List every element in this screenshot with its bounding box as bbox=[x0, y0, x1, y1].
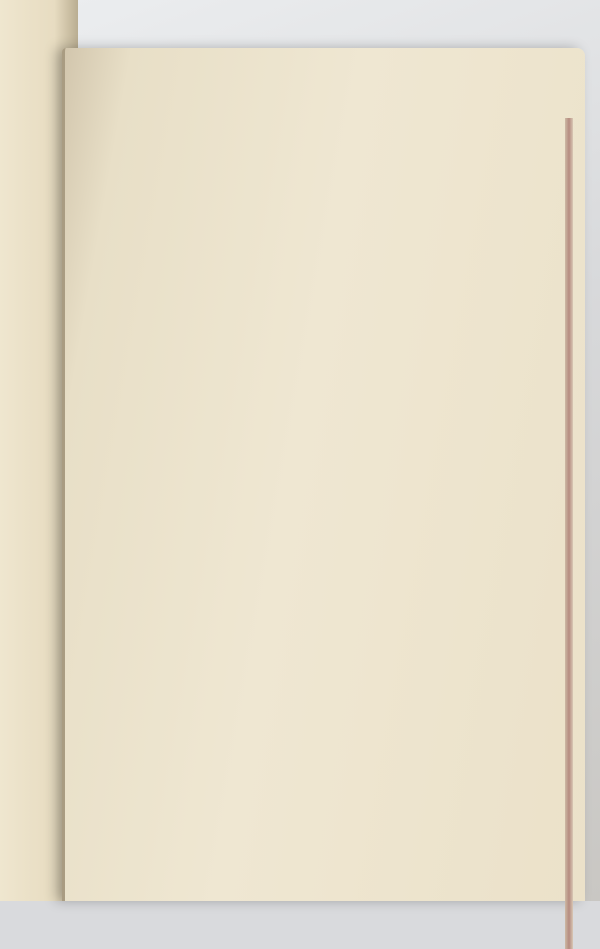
right-page bbox=[62, 48, 585, 901]
page-edge-decor bbox=[565, 118, 573, 949]
